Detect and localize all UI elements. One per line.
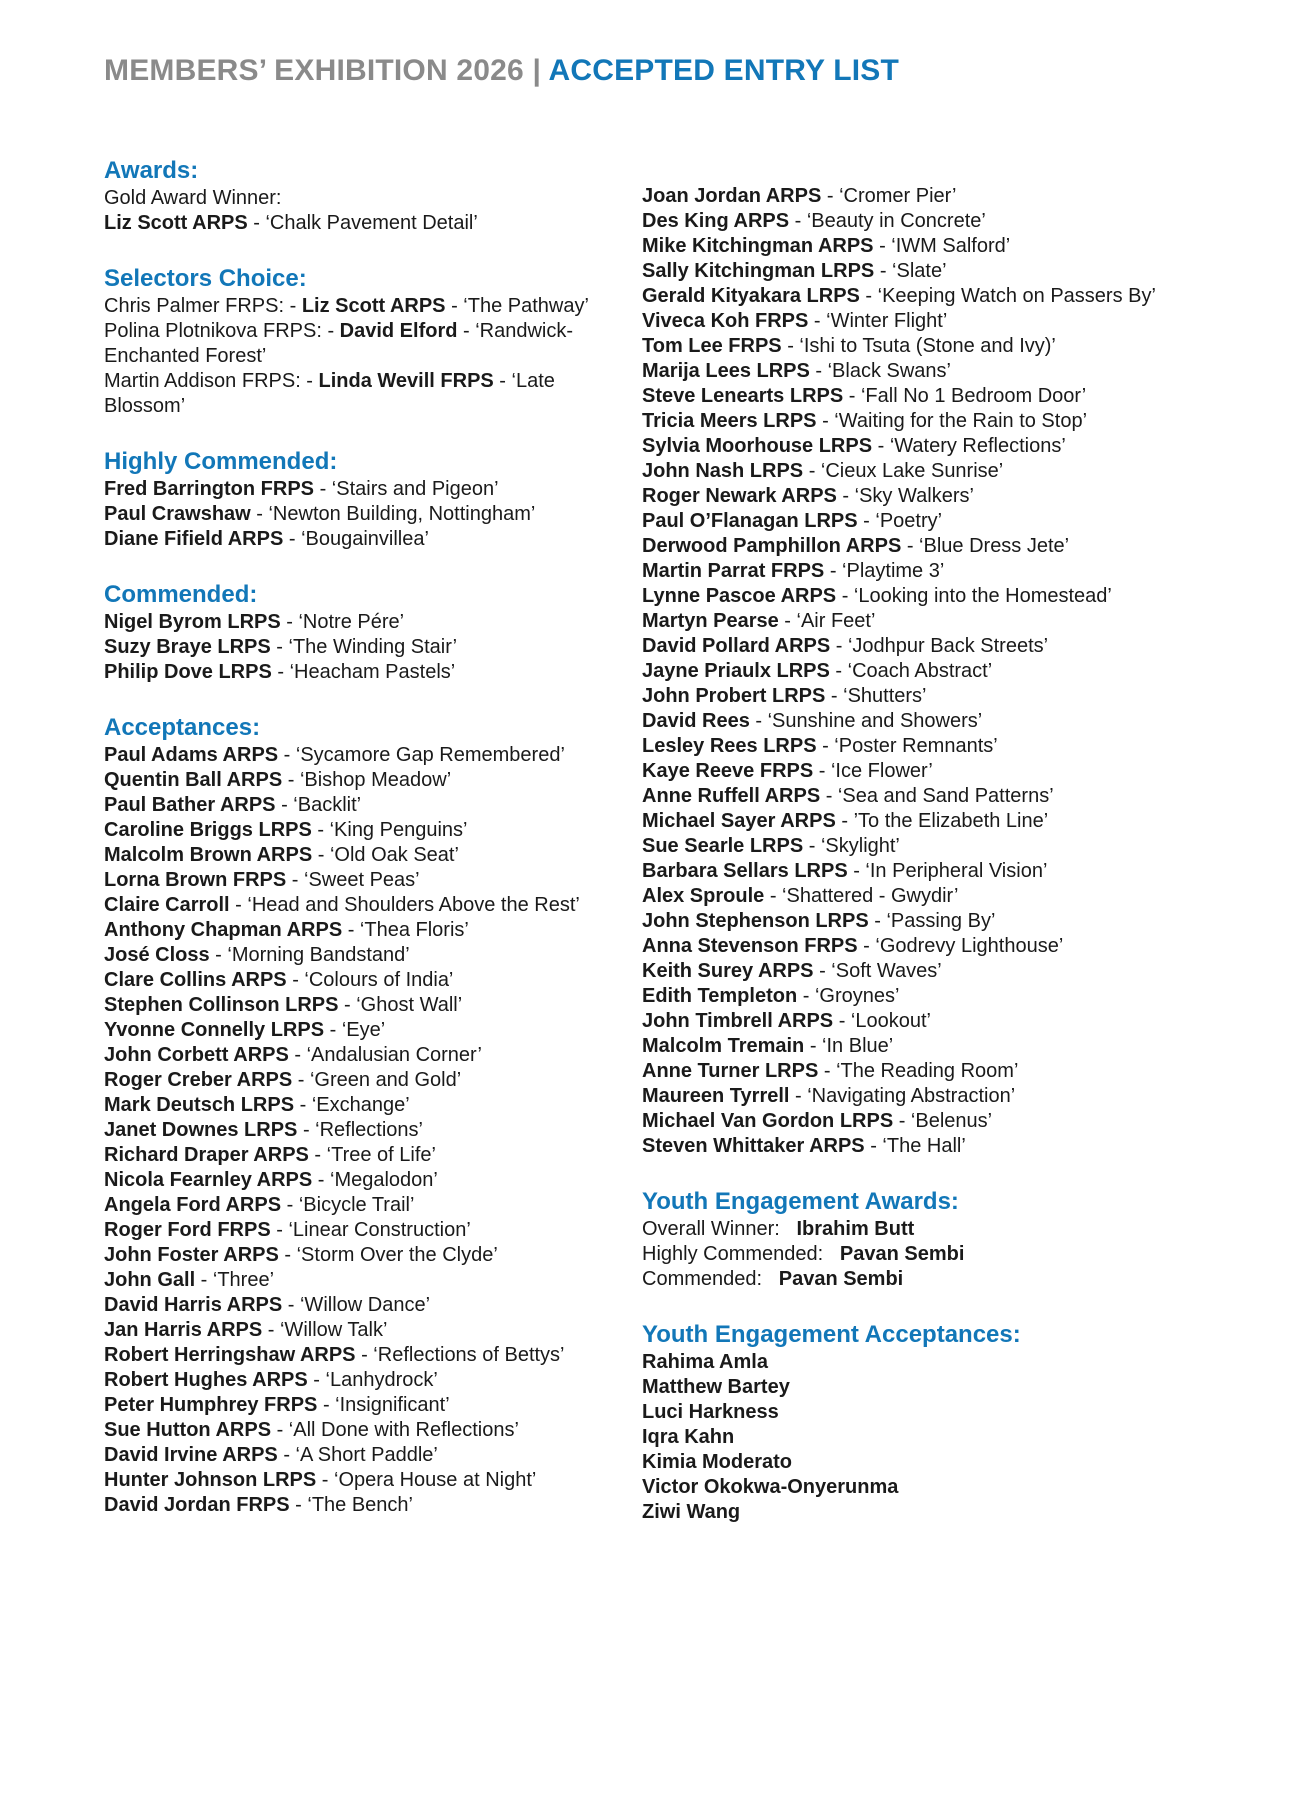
list-item <box>642 709 1222 734</box>
entry-title: - ‘Reflections’ <box>297 1119 423 1141</box>
entry-title: - ‘Tree of Life’ <box>308 1144 436 1166</box>
list-item <box>104 1193 624 1218</box>
entry-title: - ‘Looking into the Homestead’ <box>836 585 1112 607</box>
entrant-name: Sue Searle LRPS <box>642 835 804 857</box>
list-item <box>642 1475 1222 1500</box>
list-item <box>642 859 1222 884</box>
list-item <box>104 1118 624 1143</box>
entry-title: - ‘Linear Construction’ <box>270 1219 471 1241</box>
entrant-name: Diane Fifield ARPS <box>104 528 284 550</box>
entrant-name: Luci Harkness <box>642 1401 779 1423</box>
entrant-name: Caroline Briggs LRPS <box>104 819 312 841</box>
list-item <box>104 1468 624 1493</box>
entrant-name: Linda Wevill FRPS <box>318 370 494 392</box>
entrant-name: Iqra Kahn <box>642 1426 735 1448</box>
list-item <box>104 1168 624 1193</box>
entrant-name: Paul O’Flanagan LRPS <box>642 510 858 532</box>
entry-title: - ‘Coach Abstract’ <box>829 660 993 682</box>
entry-title: - ‘Notre Pére’ <box>280 611 405 633</box>
entry-title: - ‘Belenus’ <box>893 1110 993 1132</box>
list-item <box>642 459 1222 484</box>
entrant-name: Stephen Collinson LRPS <box>104 994 339 1016</box>
entrant-name: Lynne Pascoe ARPS <box>642 585 837 607</box>
entrant-name: Robert Herringshaw ARPS <box>104 1344 356 1366</box>
entrant-name: Matthew Bartey <box>642 1376 790 1398</box>
entry-title: - ‘Bishop Meadow’ <box>282 769 452 791</box>
entrant-name: Rahima Amla <box>642 1351 768 1373</box>
list-item <box>104 1243 624 1268</box>
acceptances-list-right <box>642 184 1222 1159</box>
list-item <box>104 1268 624 1293</box>
list-item <box>104 993 624 1018</box>
list-item <box>642 1059 1222 1084</box>
entrant-name: Paul Adams ARPS <box>104 744 279 766</box>
list-item <box>642 1425 1222 1450</box>
entry-title: - ‘Stairs and Pigeon’ <box>314 478 499 500</box>
entry-title: - ‘Slate’ <box>874 260 947 282</box>
entrant-name: Joan Jordan ARPS <box>642 185 822 207</box>
entry-title: - ‘Poetry’ <box>857 510 943 532</box>
entrant-name: John Corbett ARPS <box>104 1044 289 1066</box>
list-item <box>642 809 1222 834</box>
list-item <box>104 968 624 993</box>
entry-title: - ‘A Short Paddle’ <box>277 1444 438 1466</box>
list-item <box>642 934 1222 959</box>
list-item <box>104 319 624 369</box>
list-item <box>642 1109 1222 1134</box>
entry-title: - ‘Willow Dance’ <box>282 1294 431 1316</box>
entrant-name: Derwood Pamphillon ARPS <box>642 535 902 557</box>
entry-title: - ‘Megalodon’ <box>312 1169 438 1191</box>
selector-name: Polina Plotnikova FRPS: - <box>104 320 340 342</box>
list-item <box>642 434 1222 459</box>
entrant-name: David Irvine ARPS <box>104 1444 278 1466</box>
entrant-name: Pavan Sembi <box>839 1243 965 1265</box>
entrant-name: Roger Newark ARPS <box>642 485 837 507</box>
entrant-name: David Jordan FRPS <box>104 1494 290 1516</box>
entrant-name: Mark Deutsch LRPS <box>104 1094 295 1116</box>
list-item <box>642 634 1222 659</box>
list-item <box>104 768 624 793</box>
entrant-name: Kimia Moderato <box>642 1451 793 1473</box>
entry-title: - ‘Ice Flower’ <box>813 760 933 782</box>
right-column <box>642 184 1222 1525</box>
list-item <box>104 1293 624 1318</box>
list-item <box>104 610 624 635</box>
entrant-name: Liz Scott ARPS <box>104 212 248 234</box>
entrant-name: Sally Kitchingman LRPS <box>642 260 875 282</box>
list-item <box>642 984 1222 1009</box>
entrant-name: Mike Kitchingman ARPS <box>642 235 874 257</box>
entry-title: - ‘Soft Waves’ <box>813 960 942 982</box>
entry-title: - ‘Sunshine and Showers’ <box>749 710 983 732</box>
entrant-name: Malcolm Brown ARPS <box>104 844 313 866</box>
entrant-name: Victor Okokwa-Onyerunma <box>642 1476 899 1498</box>
entry-title: - ‘Bougainvillea’ <box>283 528 429 550</box>
entry-title: - ‘Storm Over the Clyde’ <box>278 1244 498 1266</box>
entry-title: - ‘Ghost Wall’ <box>338 994 463 1016</box>
list-item <box>642 184 1222 209</box>
entry-title: - ‘Godrevy Lighthouse’ <box>857 935 1064 957</box>
entry-title: - ‘Jodhpur Back Streets’ <box>830 635 1049 657</box>
title-separator: | <box>532 54 542 87</box>
list-item <box>642 1084 1222 1109</box>
entrant-name: Edith Templeton <box>642 985 798 1007</box>
list-item <box>642 609 1222 634</box>
entrant-name: Jayne Priaulx LRPS <box>642 660 830 682</box>
entrant-name: Marija Lees LRPS <box>642 360 810 382</box>
award-label: Highly Commended: <box>642 1243 840 1265</box>
entrant-name: Paul Crawshaw <box>104 503 251 525</box>
entrant-name: Steve Lenearts LRPS <box>642 385 844 407</box>
entrant-name: Alex Sproule <box>642 885 765 907</box>
list-item <box>104 1093 624 1118</box>
entry-title: - ‘Bicycle Trail’ <box>281 1194 415 1216</box>
entry-title: - ‘Passing By’ <box>868 910 996 932</box>
entrant-name: Barbara Sellars LRPS <box>642 860 848 882</box>
list-item <box>642 734 1222 759</box>
list-item <box>104 1393 624 1418</box>
list-item <box>642 209 1222 234</box>
entrant-name: David Elford <box>339 320 458 342</box>
entrant-name: Yvonne Connelly LRPS <box>104 1019 325 1041</box>
list-item <box>642 509 1222 534</box>
entry-title: - ‘Sky Walkers’ <box>836 485 974 507</box>
list-item <box>104 1443 624 1468</box>
entrant-name: Anne Turner LRPS <box>642 1060 819 1082</box>
list-item <box>642 1217 1222 1242</box>
entry-title: - ‘Sea and Sand Patterns’ <box>820 785 1054 807</box>
list-item <box>104 1218 624 1243</box>
entrant-name: Malcolm Tremain <box>642 1035 805 1057</box>
entrant-name: Michael Van Gordon LRPS <box>642 1110 894 1132</box>
entrant-name: David Rees <box>642 710 750 732</box>
list-item <box>642 259 1222 284</box>
entry-title: - ‘Opera House at Night’ <box>316 1469 537 1491</box>
entry-title: - ‘Willow Talk’ <box>262 1319 388 1341</box>
entrant-name: Clare Collins ARPS <box>104 969 287 991</box>
entry-title: - ‘IWM Salford’ <box>873 235 1011 257</box>
entry-title: - ‘Groynes’ <box>797 985 900 1007</box>
list-item <box>104 1068 624 1093</box>
highly-commended-heading: Highly Commended: <box>104 448 338 475</box>
list-item <box>642 759 1222 784</box>
entry-title: - ‘Fall No 1 Bedroom Door’ <box>843 385 1087 407</box>
entrant-name: Roger Creber ARPS <box>104 1069 293 1091</box>
list-item <box>104 294 624 319</box>
entry-title: - ‘Shutters’ <box>825 685 927 707</box>
entrant-name: Anne Ruffell ARPS <box>642 785 821 807</box>
entrant-name: Claire Carroll <box>104 894 230 916</box>
entry-title: - ‘Watery Reflections’ <box>872 435 1066 457</box>
entry-title: - ‘All Done with Reflections’ <box>271 1419 519 1441</box>
list-item <box>104 943 624 968</box>
list-item <box>642 909 1222 934</box>
entrant-name: Nigel Byrom LRPS <box>104 611 281 633</box>
commended-heading: Commended: <box>104 581 258 608</box>
list-item <box>104 743 624 768</box>
entrant-name: Liz Scott ARPS <box>301 295 446 317</box>
list-item <box>642 684 1222 709</box>
entry-title: - ‘Cromer Pier’ <box>821 185 957 207</box>
entrant-name: Quentin Ball ARPS <box>104 769 283 791</box>
list-item <box>104 660 624 685</box>
list-item <box>104 635 624 660</box>
entry-title: - ‘Black Swans’ <box>809 360 951 382</box>
entrant-name: John Gall <box>104 1269 196 1291</box>
entrant-name: David Pollard ARPS <box>642 635 831 657</box>
entry-title: - ‘Exchange’ <box>294 1094 410 1116</box>
entrant-name: Richard Draper ARPS <box>104 1144 309 1166</box>
list-item <box>104 1143 624 1168</box>
entry-title: - ‘Insignificant’ <box>317 1394 450 1416</box>
entry-title: - ‘Colours of India’ <box>286 969 454 991</box>
entrant-name: Anthony Chapman ARPS <box>104 919 343 941</box>
list-item <box>642 1134 1222 1159</box>
list-item <box>642 584 1222 609</box>
award-label: Commended: <box>642 1268 779 1290</box>
selector-name: Chris Palmer FRPS: - <box>104 295 302 317</box>
entry-title: - ‘The Winding Stair’ <box>270 636 458 658</box>
entrant-name: John Foster ARPS <box>104 1244 279 1266</box>
entry-title: - ‘Poster Remnants’ <box>816 735 998 757</box>
list-item <box>104 818 624 843</box>
list-item <box>642 1400 1222 1425</box>
entrant-name: Peter Humphrey FRPS <box>104 1394 318 1416</box>
entry-title: - ‘The Hall’ <box>864 1135 966 1157</box>
entry-title: - ‘Sweet Peas’ <box>286 869 420 891</box>
entry-title: - ‘The Reading Room’ <box>818 1060 1019 1082</box>
entry-title: - ‘Winter Flight’ <box>808 310 948 332</box>
entrant-name: Sylvia Moorhouse LRPS <box>642 435 873 457</box>
entrant-name: Viveca Koh FRPS <box>642 310 809 332</box>
award-label: Overall Winner: <box>642 1218 797 1240</box>
list-item <box>104 868 624 893</box>
list-item <box>642 659 1222 684</box>
list-item <box>642 834 1222 859</box>
gold-award-label: Gold Award Winner: <box>104 187 282 209</box>
entry-title: - ‘Sycamore Gap Remembered’ <box>278 744 565 766</box>
gold-award-winner <box>104 211 624 236</box>
list-item <box>642 409 1222 434</box>
entrant-name: Des King ARPS <box>642 210 790 232</box>
list-item <box>642 784 1222 809</box>
list-item <box>104 477 624 502</box>
entrant-name: John Timbrell ARPS <box>642 1010 834 1032</box>
entry-title: - ‘Head and Shoulders Above the Rest’ <box>229 894 580 916</box>
entry-title: - ‘King Penguins’ <box>311 819 468 841</box>
list-item <box>104 893 624 918</box>
list-item <box>104 793 624 818</box>
entrant-name: Janet Downes LRPS <box>104 1119 298 1141</box>
entrant-name: John Nash LRPS <box>642 460 804 482</box>
entry-title: - ‘Ishi to Tsuta (Stone and Ivy)’ <box>781 335 1056 357</box>
entrant-name: Tricia Meers LRPS <box>642 410 817 432</box>
list-item <box>642 484 1222 509</box>
list-item <box>642 384 1222 409</box>
entry-title: - ‘Keeping Watch on Passers By’ <box>859 285 1156 307</box>
list-item <box>642 359 1222 384</box>
entrant-name: Angela Ford ARPS <box>104 1194 282 1216</box>
entry-title: - ‘Chalk Pavement Detail’ <box>247 212 478 234</box>
entry-title: - ‘Cieux Lake Sunrise’ <box>803 460 1004 482</box>
youth-awards-heading: Youth Engagement Awards: <box>642 1188 959 1215</box>
list-item <box>642 1450 1222 1475</box>
entrant-name: John Probert LRPS <box>642 685 826 707</box>
entry-title: - ‘Lookout’ <box>833 1010 931 1032</box>
list-item <box>104 1418 624 1443</box>
youth-acceptances-list <box>642 1350 1222 1525</box>
entrant-name: Fred Barrington FRPS <box>104 478 315 500</box>
entry-title: - ‘The Pathway’ <box>445 295 589 317</box>
entrant-name: Lesley Rees LRPS <box>642 735 817 757</box>
list-item <box>104 1318 624 1343</box>
entrant-name: Maureen Tyrrell <box>642 1085 790 1107</box>
selectors-choice-heading: Selectors Choice: <box>104 265 307 292</box>
list-item <box>642 1375 1222 1400</box>
entrant-name: José Closs <box>104 944 210 966</box>
list-item <box>642 1242 1222 1267</box>
list-item <box>104 1018 624 1043</box>
list-item <box>104 1043 624 1068</box>
entry-title: - ‘Shattered - Gwydir’ <box>764 885 959 907</box>
list-item <box>642 884 1222 909</box>
entry-title: - ‘In Blue’ <box>804 1035 894 1057</box>
selector-name: Martin Addison FRPS: - <box>104 370 319 392</box>
entry-title: - ‘Navigating Abstraction’ <box>789 1085 1016 1107</box>
entrant-name: Anna Stevenson FRPS <box>642 935 858 957</box>
entry-title: - ‘Eye’ <box>324 1019 386 1041</box>
entry-title: - ‘Lanhydrock’ <box>307 1369 438 1391</box>
list-item <box>104 1368 624 1393</box>
list-item <box>104 1343 624 1368</box>
entrant-name: Michael Sayer ARPS <box>642 810 836 832</box>
entrant-name: Sue Hutton ARPS <box>104 1419 272 1441</box>
entry-title: - ‘Reflections of Bettys’ <box>355 1344 565 1366</box>
entrant-name: Hunter Johnson LRPS <box>104 1469 317 1491</box>
list-item <box>642 234 1222 259</box>
list-item <box>642 534 1222 559</box>
entrant-name: David Harris ARPS <box>104 1294 283 1316</box>
youth-awards-list <box>642 1217 1222 1292</box>
entrant-name: Philip Dove LRPS <box>104 661 272 683</box>
entry-title: - ‘Blue Dress Jete’ <box>901 535 1070 557</box>
title-part2: ACCEPTED ENTRY LIST <box>548 54 899 87</box>
list-item <box>642 559 1222 584</box>
entrant-name: Jan Harris ARPS <box>104 1319 263 1341</box>
entry-title: - ‘Green and Gold’ <box>292 1069 462 1091</box>
entrant-name: Kaye Reeve FRPS <box>642 760 814 782</box>
awards-heading: Awards: <box>104 157 199 184</box>
entry-title: - ‘Andalusian Corner’ <box>288 1044 482 1066</box>
entrant-name: Roger Ford FRPS <box>104 1219 271 1241</box>
entrant-name: John Stephenson LRPS <box>642 910 869 932</box>
entrant-name: Lorna Brown FRPS <box>104 869 287 891</box>
entrant-name: Nicola Fearnley ARPS <box>104 1169 313 1191</box>
left-column <box>104 156 624 1518</box>
entry-title: - ‘Morning Bandstand’ <box>209 944 410 966</box>
list-item <box>642 1267 1222 1292</box>
entry-title: - ‘Old Oak Seat’ <box>312 844 459 866</box>
entrant-name: Martyn Pearse <box>642 610 779 632</box>
list-item <box>104 918 624 943</box>
entry-title: - ‘Thea Floris’ <box>342 919 469 941</box>
list-item <box>104 502 624 527</box>
list-item <box>642 959 1222 984</box>
entry-title: - ‘Beauty in Concrete’ <box>789 210 986 232</box>
entrant-name: Ibrahim Butt <box>796 1218 915 1240</box>
acceptances-heading: Acceptances: <box>104 714 261 741</box>
list-item <box>642 284 1222 309</box>
entrant-name: Tom Lee FRPS <box>642 335 782 357</box>
entrant-name: Ziwi Wang <box>642 1501 741 1523</box>
list-item <box>642 1350 1222 1375</box>
entrant-name: Steven Whittaker ARPS <box>642 1135 865 1157</box>
title-part1: MEMBERS’ EXHIBITION 2026 <box>104 54 524 87</box>
entry-title: - ‘Randwick-Enchanted Forest’ <box>104 320 574 367</box>
entry-title: - ‘Air Feet’ <box>778 610 876 632</box>
list-item <box>642 1034 1222 1059</box>
page-title <box>104 54 899 88</box>
entry-title: - ‘Backlit’ <box>275 794 362 816</box>
list-item <box>642 1500 1222 1525</box>
youth-acceptances-heading: Youth Engagement Acceptances: <box>642 1321 1021 1348</box>
commended-list <box>104 610 624 685</box>
list-item <box>104 369 624 419</box>
list-item <box>642 334 1222 359</box>
list-item <box>642 309 1222 334</box>
entry-title: - ‘The Bench’ <box>289 1494 413 1516</box>
entry-title: - ‘In Peripheral Vision’ <box>847 860 1048 882</box>
entry-title: - ’To the Elizabeth Line’ <box>835 810 1049 832</box>
highly-commended-list <box>104 477 624 552</box>
list-item <box>104 527 624 552</box>
entry-title: - ‘Waiting for the Rain to Stop’ <box>816 410 1088 432</box>
entry-title: - ‘Skylight’ <box>803 835 900 857</box>
selectors-choice-list <box>104 294 624 419</box>
list-item <box>104 843 624 868</box>
entrant-name: Pavan Sembi <box>778 1268 904 1290</box>
entry-title: - ‘Newton Building, Nottingham’ <box>250 503 536 525</box>
entry-title: - ‘Late Blossom’ <box>104 370 555 417</box>
entry-title: - ‘Three’ <box>195 1269 275 1291</box>
entrant-name: Paul Bather ARPS <box>104 794 276 816</box>
list-item <box>104 1493 624 1518</box>
entrant-name: Robert Hughes ARPS <box>104 1369 308 1391</box>
entrant-name: Gerald Kityakara LRPS <box>642 285 860 307</box>
entrant-name: Keith Surey ARPS <box>642 960 814 982</box>
entrant-name: Suzy Braye LRPS <box>104 636 271 658</box>
entry-title: - ‘Playtime 3’ <box>824 560 945 582</box>
list-item <box>642 1009 1222 1034</box>
entrant-name: Martin Parrat FRPS <box>642 560 825 582</box>
acceptances-list-left <box>104 743 624 1518</box>
entry-title: - ‘Heacham Pastels’ <box>271 661 456 683</box>
